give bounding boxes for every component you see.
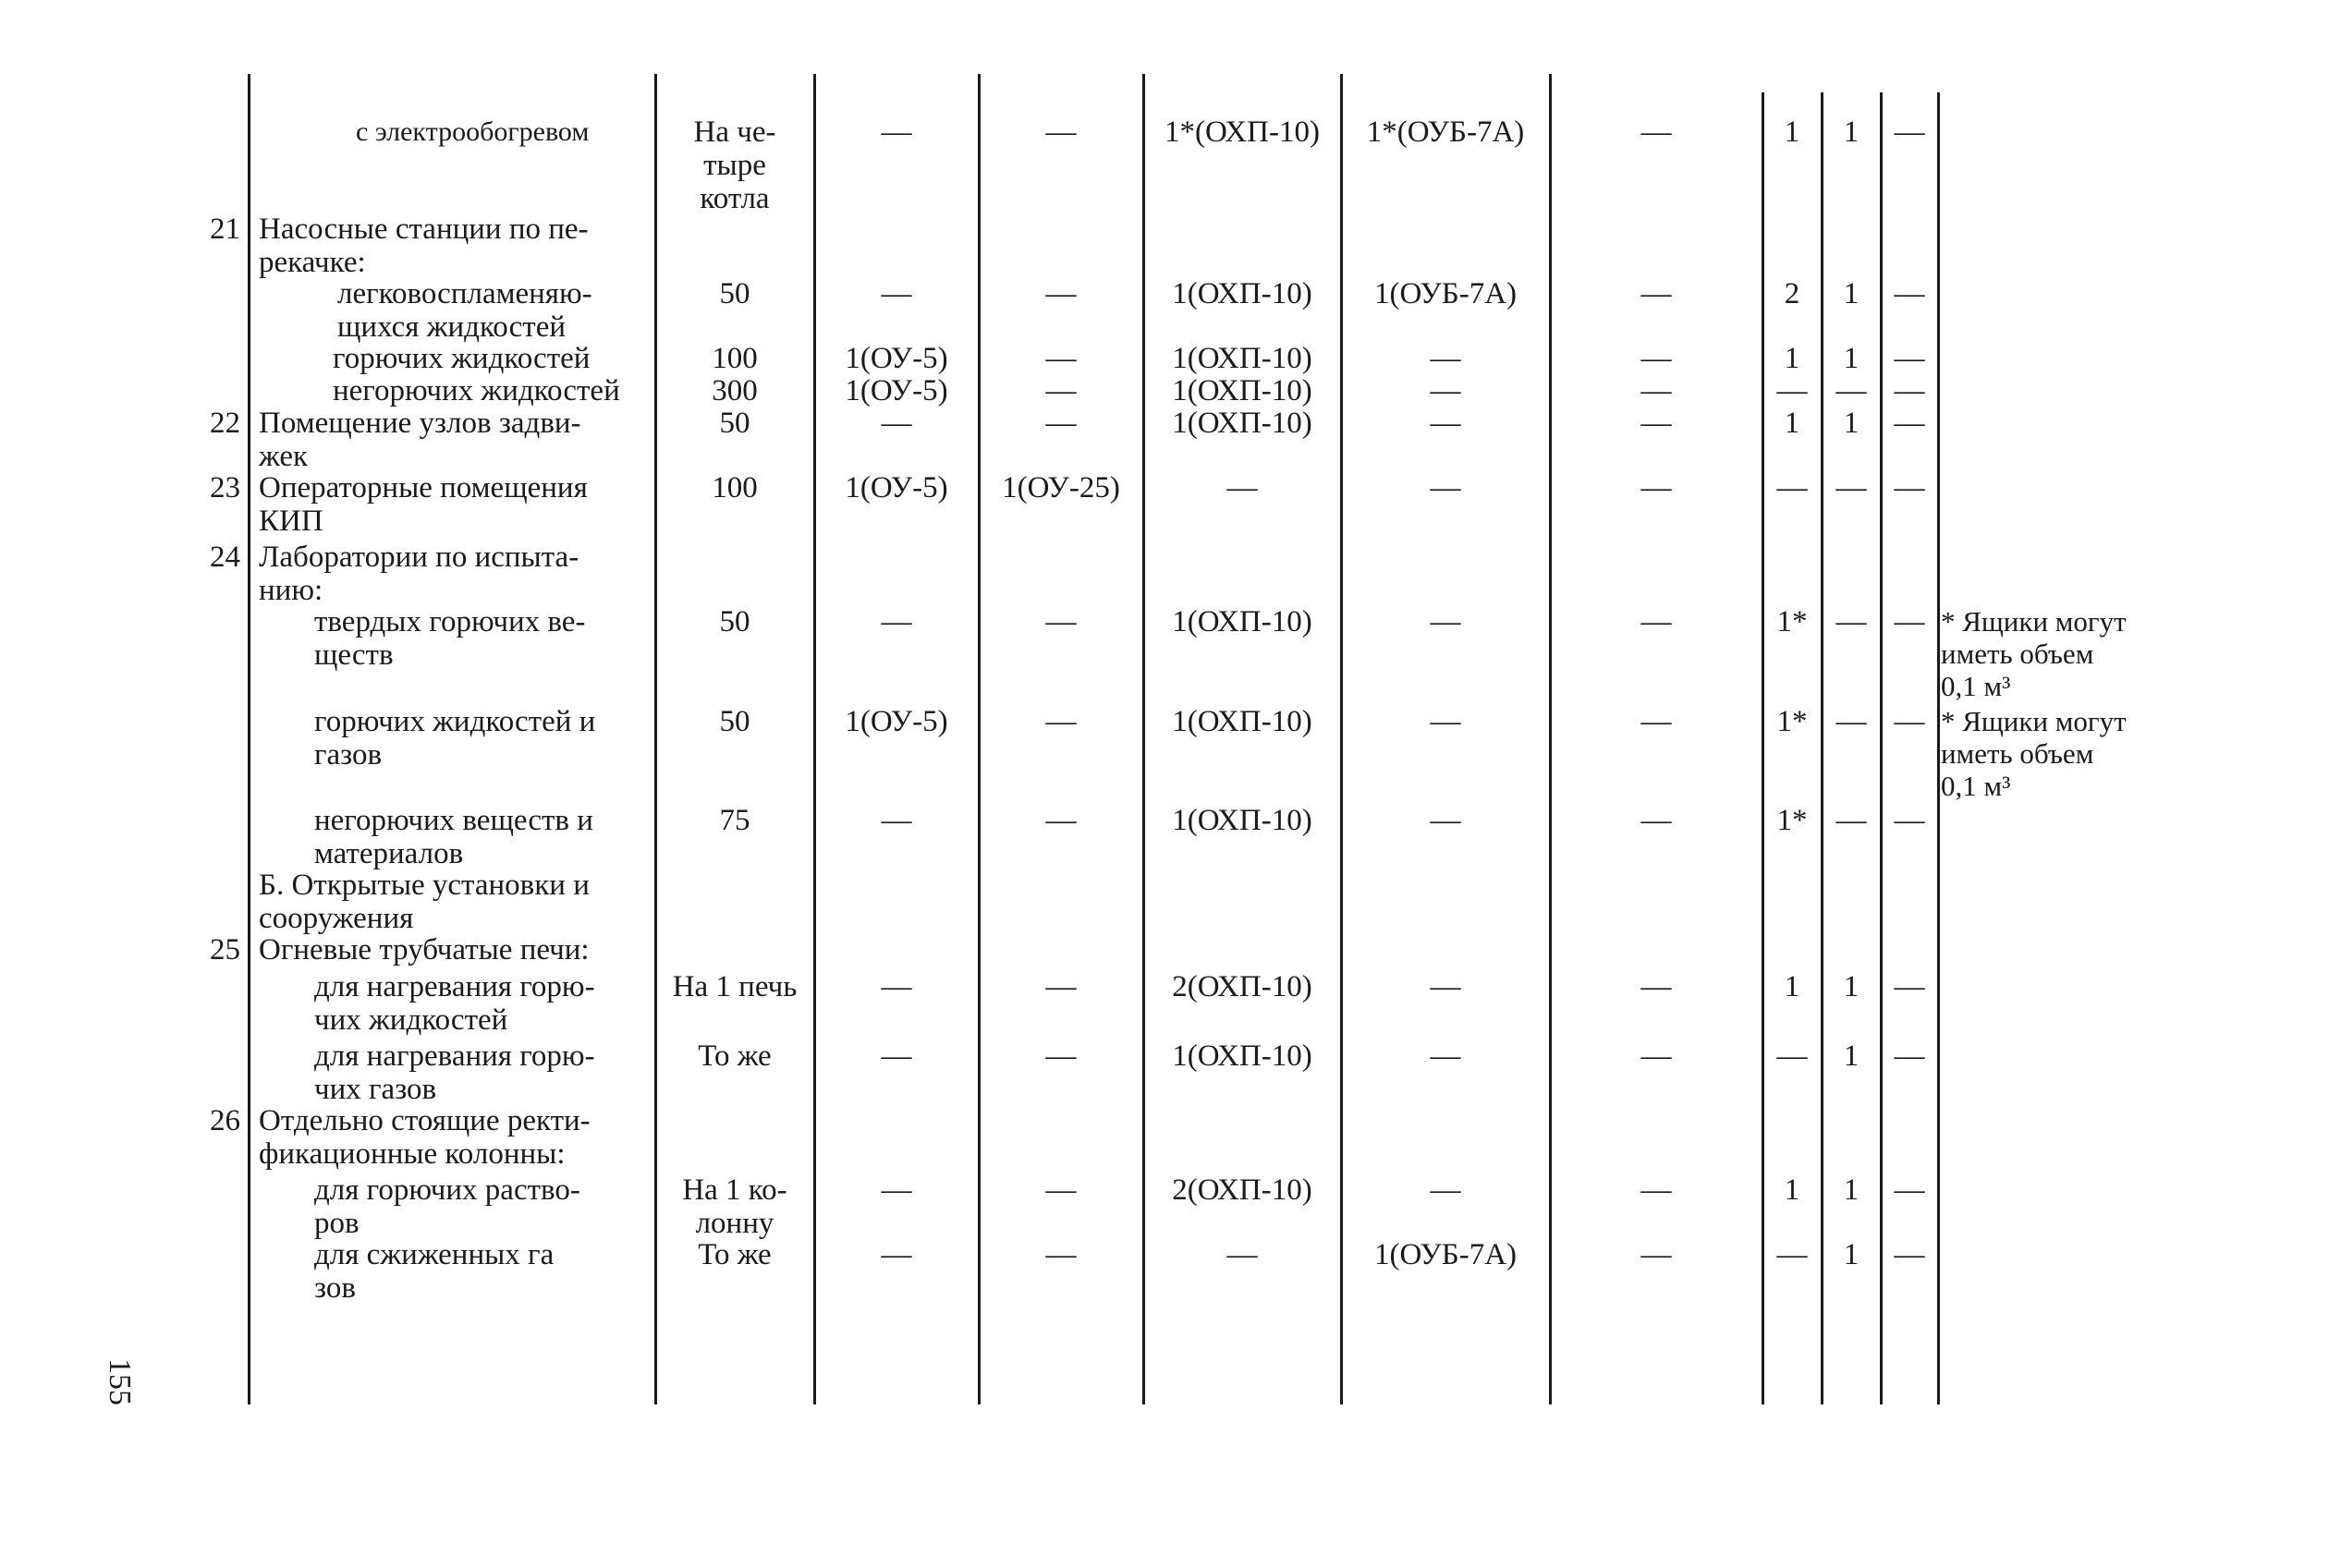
cell-c7: 1	[1843, 407, 1860, 440]
cell-c3: 1(ОХП-10)	[1172, 374, 1312, 407]
cell-c3: 2(ОХП-10)	[1172, 970, 1312, 1003]
cell-norm: На 1 печь	[672, 970, 798, 1003]
cell-c5: —	[1640, 471, 1672, 504]
cell-c8: —	[1894, 804, 1925, 837]
cell-c2: —	[1045, 277, 1077, 310]
cell-norm: На че- тыре котла	[693, 115, 776, 215]
row-description: Огневые трубчатые печи:	[259, 933, 590, 966]
cell-c6: —	[1776, 471, 1808, 504]
cell-c4: —	[1430, 970, 1461, 1003]
cell-c8: —	[1894, 1039, 1925, 1073]
cell-c7: —	[1835, 705, 1867, 738]
row-number: 21	[210, 213, 240, 246]
row-description: Лаборатории по испыта- нию:	[259, 541, 579, 607]
cell-norm: То же	[698, 1039, 772, 1073]
cell-norm: 50	[719, 277, 750, 310]
cell-c8: —	[1894, 342, 1925, 375]
cell-c5: —	[1640, 605, 1672, 638]
cell-c8: —	[1894, 970, 1925, 1003]
row-description: твердых горючих ве- ществ	[314, 605, 586, 672]
cell-c4: —	[1430, 804, 1461, 837]
cell-c2: 1(ОУ-25)	[1002, 471, 1120, 504]
cell-c6: 1	[1784, 115, 1800, 149]
cell-c3: 1(ОХП-10)	[1172, 277, 1312, 310]
column-rule	[1762, 92, 1764, 1404]
column-rule	[1340, 74, 1343, 1404]
cell-c7: —	[1835, 605, 1867, 638]
cell-c2: —	[1045, 1039, 1077, 1073]
cell-c7: —	[1835, 374, 1867, 407]
cell-c5: —	[1640, 374, 1672, 407]
cell-c5: —	[1640, 804, 1672, 837]
cell-norm: 100	[712, 471, 758, 504]
cell-c6: 1*	[1776, 605, 1808, 638]
cell-c8: —	[1894, 1173, 1925, 1207]
cell-norm: На 1 ко- лонну	[682, 1173, 787, 1240]
cell-c4: —	[1430, 605, 1461, 638]
cell-c1: 1(ОУ-5)	[845, 374, 948, 407]
cell-c2: —	[1045, 115, 1077, 149]
row-description: Помещение узлов задви- жек	[259, 407, 581, 473]
row-description: Операторные помещения КИП	[259, 471, 588, 538]
cell-c6: 1	[1784, 970, 1800, 1003]
cell-c3: 1(ОХП-10)	[1172, 1039, 1312, 1073]
column-rule	[1937, 92, 1940, 1404]
cell-c7: 1	[1843, 970, 1860, 1003]
cell-c2: —	[1045, 374, 1077, 407]
footnote: * Ящики могут иметь объем 0,1 м³	[1941, 705, 2127, 802]
column-rule	[248, 74, 250, 1404]
cell-c1: —	[881, 1173, 912, 1207]
cell-c2: —	[1045, 1173, 1077, 1207]
row-description: Б. Открытые установки и сооружения	[259, 869, 590, 935]
cell-c8: —	[1894, 605, 1925, 638]
row-description: для сжиженных га зов	[314, 1238, 555, 1305]
cell-norm: 50	[719, 407, 750, 440]
cell-c4: 1(ОУБ-7А)	[1373, 1238, 1518, 1271]
cell-c5: —	[1640, 277, 1672, 310]
cell-c4: 1*(ОУБ-7А)	[1366, 115, 1525, 149]
cell-c4: 1(ОУБ-7А)	[1373, 277, 1518, 310]
cell-c6: 1*	[1776, 705, 1808, 738]
cell-c8: —	[1894, 471, 1925, 504]
cell-norm: 300	[712, 374, 758, 407]
cell-c1: 1(ОУ-5)	[845, 342, 948, 375]
column-rule	[1821, 92, 1823, 1404]
cell-norm: 100	[712, 342, 758, 375]
cell-c6: 1*	[1776, 804, 1808, 837]
cell-c5: —	[1640, 1238, 1672, 1271]
cell-norm: 75	[719, 804, 750, 837]
cell-c3: 1(ОХП-10)	[1172, 342, 1312, 375]
cell-c1: —	[881, 605, 912, 638]
cell-c3: 1(ОХП-10)	[1172, 705, 1312, 738]
cell-norm: То же	[698, 1238, 772, 1271]
cell-c4: —	[1430, 407, 1461, 440]
cell-c1: —	[881, 970, 912, 1003]
cell-c8: —	[1894, 277, 1925, 310]
row-description: Насосные станции по пе- рекачке:	[259, 213, 589, 279]
cell-c2: —	[1045, 970, 1077, 1003]
cell-c3: —	[1226, 1238, 1258, 1271]
cell-c4: —	[1430, 471, 1461, 504]
cell-c6: 2	[1784, 277, 1800, 310]
cell-c8: —	[1894, 1238, 1925, 1271]
cell-c6: —	[1776, 374, 1808, 407]
column-rule	[978, 74, 981, 1404]
row-number: 26	[210, 1104, 240, 1137]
cell-c3: 1(ОХП-10)	[1172, 407, 1312, 440]
cell-c5: —	[1640, 705, 1672, 738]
cell-c1: —	[881, 115, 912, 149]
row-description: для горючих раство- ров	[314, 1173, 580, 1240]
cell-c8: —	[1894, 407, 1925, 440]
cell-c7: 1	[1843, 277, 1860, 310]
cell-c5: —	[1640, 407, 1672, 440]
cell-c5: —	[1640, 1173, 1672, 1207]
cell-c7: —	[1835, 471, 1867, 504]
cell-c1: 1(ОУ-5)	[845, 471, 948, 504]
cell-norm: 50	[719, 705, 750, 738]
cell-c7: 1	[1843, 1173, 1860, 1207]
cell-c3: 2(ОХП-10)	[1172, 1173, 1312, 1207]
cell-c7: 1	[1843, 342, 1860, 375]
cell-c8: —	[1894, 115, 1925, 149]
cell-c5: —	[1640, 342, 1672, 375]
cell-c8: —	[1894, 374, 1925, 407]
cell-c2: —	[1045, 804, 1077, 837]
cell-c7: —	[1835, 804, 1867, 837]
row-description: Отдельно стоящие ректи- фикационные колонны:	[259, 1104, 591, 1171]
row-description: для нагревания горю- чих газов	[314, 1039, 595, 1106]
cell-c6: —	[1776, 1039, 1808, 1073]
row-number: 22	[210, 407, 240, 440]
row-number: 24	[210, 541, 240, 574]
cell-c3: —	[1226, 471, 1258, 504]
cell-c2: —	[1045, 605, 1077, 638]
column-rule	[1880, 92, 1883, 1404]
cell-c1: —	[881, 407, 912, 440]
cell-c3: 1(ОХП-10)	[1172, 804, 1312, 837]
cell-c4: —	[1430, 705, 1461, 738]
cell-c2: —	[1045, 342, 1077, 375]
cell-c4: —	[1430, 1173, 1461, 1207]
cell-c4: —	[1430, 374, 1461, 407]
cell-norm: 50	[719, 605, 750, 638]
cell-c1: —	[881, 1039, 912, 1073]
row-number: 23	[210, 471, 240, 504]
column-rule	[813, 74, 816, 1404]
cell-c2: —	[1045, 1238, 1077, 1271]
cell-c2: —	[1045, 407, 1077, 440]
row-description: негорючих жидкостей	[333, 374, 620, 407]
cell-c4: —	[1430, 1039, 1461, 1073]
page-number: 155	[103, 1358, 137, 1405]
cell-c1: —	[881, 804, 912, 837]
cell-c1: —	[881, 277, 912, 310]
row-description: легковоспламеняю- щихся жидкостей	[337, 277, 592, 344]
cell-c7: 1	[1843, 1039, 1860, 1073]
column-rule	[1549, 74, 1552, 1404]
cell-c5: —	[1640, 970, 1672, 1003]
cell-c6: 1	[1784, 342, 1800, 375]
cell-c3: 1*(ОХП-10)	[1164, 115, 1320, 149]
row-description: горючих жидкостей	[333, 342, 591, 375]
row-description: горючих жидкостей и газов	[314, 705, 596, 772]
column-rule	[1142, 74, 1145, 1404]
cell-c8: —	[1894, 705, 1925, 738]
cell-c6: 1	[1784, 1173, 1800, 1207]
cell-c6: 1	[1784, 407, 1800, 440]
cell-c4: —	[1430, 342, 1461, 375]
cell-c5: —	[1640, 115, 1672, 149]
cell-c2: —	[1045, 705, 1077, 738]
cell-c7: 1	[1843, 1238, 1860, 1271]
row-number: 25	[210, 933, 240, 966]
row-description: для нагревания горю- чих жидкостей	[314, 970, 595, 1037]
row-description: негорючих веществ и материалов	[314, 804, 593, 870]
cell-c6: —	[1776, 1238, 1808, 1271]
cell-c1: —	[881, 1238, 912, 1271]
cell-c5: —	[1640, 1039, 1672, 1073]
row-description: с электрообогревом	[356, 116, 590, 147]
cell-c1: 1(ОУ-5)	[845, 705, 948, 738]
column-rule	[654, 74, 657, 1404]
cell-c3: 1(ОХП-10)	[1172, 605, 1312, 638]
footnote: * Ящики могут иметь объем 0,1 м³	[1941, 605, 2127, 702]
cell-c7: 1	[1843, 115, 1860, 149]
